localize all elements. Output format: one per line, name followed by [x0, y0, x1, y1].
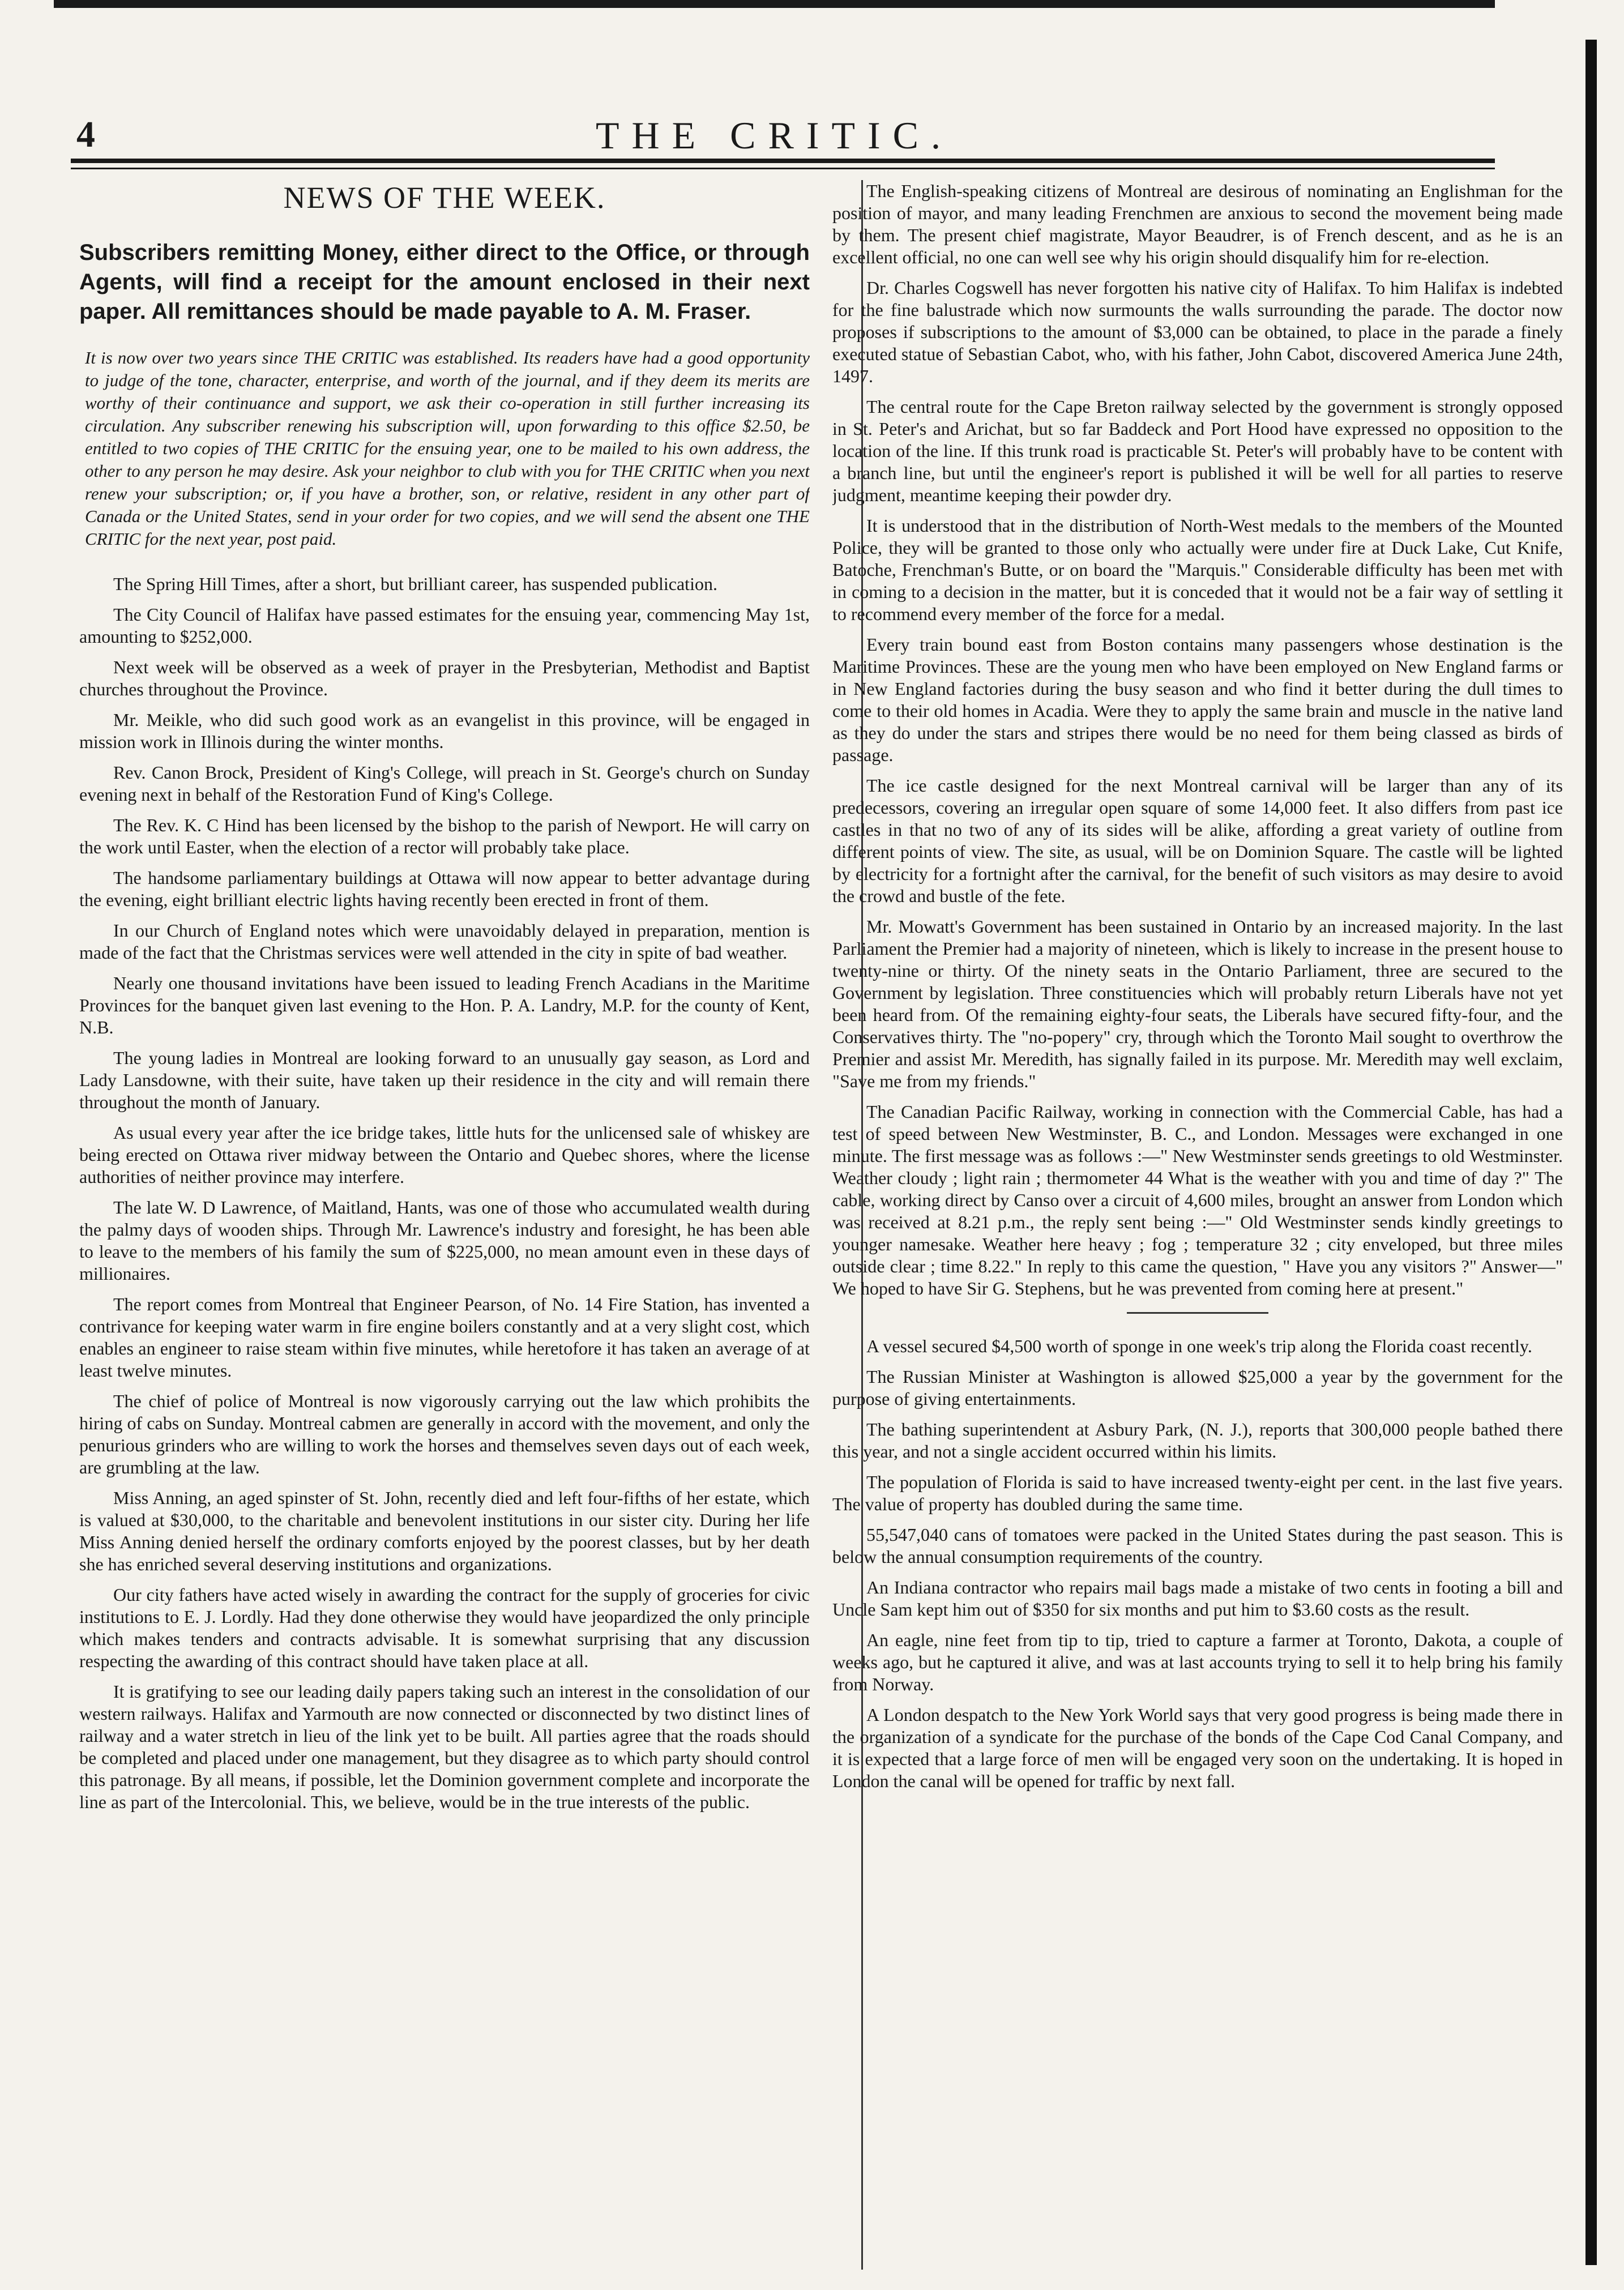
- left-column: [79, 180, 810, 2270]
- news-item: Nearly one thousand invitations have been issued to leading French Acadians in the Maritime Provinces for the banquet given last evening to the Hon. P. A. Landry, M.P. for the county of Kent, N.B.: [79, 973, 810, 1037]
- news-item: An Indiana contractor who repairs mail bags made a mistake of two cents in footing a bill and Uncle Sam kept him out of $350 for six months and put him to $3.60 costs as the result.: [832, 1577, 1563, 1620]
- news-item: Rev. Canon Brock, President of King's College, will preach in St. George's church on Sunday evening next in behalf of the Restoration Fund of King's College.: [79, 762, 810, 805]
- news-item: The Spring Hill Times, after a short, but brilliant career, has suspended publication.: [113, 574, 717, 594]
- news-item: 55,547,040 cans of tomatoes were packed in the United States during the past season. This is below the annual consumption requirements of the country.: [832, 1524, 1563, 1567]
- newspaper-title: THE CRITIC.: [595, 114, 954, 157]
- news-item: The population of Florida is said to have increased twenty-eight per cent. in the last five years. The value of property has doubled during the same time.: [832, 1472, 1563, 1514]
- page-number: 4: [76, 114, 95, 155]
- news-item: Mr. Mowatt's Government has been sustained in Ontario by an increased majority. In the last Parliament the Premier had a majority of nineteen, which is likely to increase in the present house to twenty-nine or thirty. Of the ninety seats in the Ontario Parliament, three are secured to the Government by legislation. Three constituencies which will probably return Liberals have not yet been heard from. Of the remaining eighty-four seats, the Liberals have secured fifty-four, and the Conservatives thirty. The "no-popery" cry, through which the Toronto Mail sought to overthrow the Premier and assist Mr. Meredith, has signally failed in its purpose. Mr. Meredith may well exclaim, "Save me from my friends.": [832, 916, 1563, 1091]
- news-item: The bathing superintendent at Asbury Park, (N. J.), reports that 300,000 people bathed there this year, and not a single accident occurred within his limits.: [832, 1419, 1563, 1462]
- masthead: [54, 113, 1495, 159]
- left-news-list: [79, 573, 810, 1813]
- news-item: Every train bound east from Boston contains many passengers whose destination is the Maritime Provinces. These are the young men who have been employed on New England farms or in New England factories during the busy season and who find it better during the dull times to come to their old homes in Acadia. Were they to apply the same brain and muscle in the native land as they do under the stars and stripes there would be no need for them being classed as birds of passage.: [832, 634, 1563, 765]
- news-item: The young ladies in Montreal are looking forward to an unusually gay season, as Lord and Lady Lansdowne, with their suite, have taken up their residence in the city and will remain there throughout the month of January.: [79, 1048, 810, 1112]
- right-column: [832, 180, 1563, 2270]
- news-item: As usual every year after the ice bridge takes, little huts for the unlicensed sale of whiskey are being erected on Ottawa river midway between the Ontario and Quebec shores, where the license authorities of neither province may interfere.: [79, 1122, 810, 1187]
- news-item: It is gratifying to see our leading daily papers taking such an interest in the consolidation of our western railways. Halifax and Yarmouth are now connected or disconnected by two distinct lines of railway and a water stretch in lieu of the link yet to be built. All parties agree that the roads should be completed and placed under one management, but they disagree as to which party should control this patronage. By all means, if possible, let the Dominion government complete and incorporate the line as part of the Intercolonial. This, we believe, would be in the true interests of the public.: [79, 1681, 810, 1812]
- news-item: Miss Anning, an aged spinster of St. John, recently died and left four-fifths of her estate, which is valued at $30,000, to the charitable and benevolent institutions in our sister city. During her life Miss Anning denied herself the ordinary comforts enjoyed by the poorest classes, but by her death she has enriched several deserving institutions and organizations.: [79, 1488, 810, 1574]
- section-separator: [1127, 1312, 1268, 1314]
- right-news-list: [832, 180, 1563, 1300]
- news-item: The English-speaking citizens of Montreal are desirous of nominating an Englishman for the position of mayor, and many leading Frenchmen are anxious to second the movement being made by them. The present chief magistrate, Mayor Beaudrer, is of French descent, and as he is an excellent official, no one can well see why his origin should disqualify him for re-election.: [832, 181, 1563, 267]
- masthead-rule-thin: [71, 168, 1495, 169]
- section-headline: NEWS OF THE WEEK.: [283, 181, 606, 215]
- news-item: The central route for the Cape Breton railway selected by the government is strongly opposed in St. Peter's and Arichat, but so far Baddeck and Port Hood have expressed no opposition to the location of the line. If this trunk road is practicable St. Peter's will probably have to be content with a branch line, but until the engineer's report is published it will be well for all parties to reserve judgment, meantime keeping their powder dry.: [832, 396, 1563, 505]
- news-item: The ice castle designed for the next Montreal carnival will be larger than any of its predecessors, covering an irregular open square of some 14,000 feet. It also differs from past ice castles in that no two of any of its sides will be alike, affording a great variety of outline from different points of view. The site, as usual, will be on Dominion Square. The castle will be lighted by electricity for a fortnight after the carnival, for the benefit of such visitors as may desire to avoid the crowd and bustle of the fete.: [832, 775, 1563, 906]
- news-item: The Russian Minister at Washington is allowed $25,000 a year by the government for the purpose of giving entertainments.: [832, 1366, 1563, 1409]
- top-rule: [54, 0, 1495, 8]
- right-brief-list: [832, 1335, 1563, 1792]
- page-edge-bar: [1585, 40, 1597, 2265]
- news-item: Next week will be observed as a week of prayer in the Presbyterian, Methodist and Baptist churches throughout the Province.: [79, 657, 810, 699]
- news-item: Mr. Meikle, who did such good work as an evangelist in this province, will be engaged in mission work in Illinois during the winter months.: [79, 710, 810, 752]
- news-item: The report comes from Montreal that Engineer Pearson, of No. 14 Fire Station, has invented a contrivance for keeping water warm in fire engine boilers constantly and at a very slight cost, which enables an engineer to raise steam within five minutes, while heretofore it has taken an average of at least twelve minutes.: [79, 1294, 810, 1381]
- news-item: The late W. D Lawrence, of Maitland, Hants, was one of those who accumulated wealth during the palmy days of wooden ships. Through Mr. Lawrence's industry and foresight, he has been able to leave to the members of his family the sum of $225,000, no mean amount even in these days of millionaires.: [79, 1197, 810, 1284]
- news-item: The handsome parliamentary buildings at Ottawa will now appear to better advantage during the evening, eight brilliant electric lights having recently been erected in front of them.: [79, 868, 810, 910]
- news-item: The City Council of Halifax have passed estimates for the ensuing year, commencing May 1st, amounting to $252,000.: [79, 604, 810, 647]
- news-item: The Rev. K. C Hind has been licensed by the bishop to the parish of Newport. He will carry on the work until Easter, when the election of a rector will probably take place.: [79, 815, 810, 857]
- news-item: It is understood that in the distribution of North-West medals to the members of the Mounted Police, they will be granted to those only who actually were under fire at Duck Lake, Cut Knife, Batoche, Frenchman's Butte, or on board the "Marquis." Considerable difficulty has been met with in coming to a decision in the matter, but it is conceded that it would not be a fair way of settling it to recommend every member of the force for a medal.: [832, 515, 1563, 624]
- news-item: A vessel secured $4,500 worth of sponge in one week's trip along the Florida coast recently.: [866, 1336, 1532, 1356]
- masthead-rule: [71, 159, 1495, 163]
- newspaper-page: [54, 0, 1563, 2290]
- news-item: The Canadian Pacific Railway, working in connection with the Commercial Cable, has had a test of speed between New Westminster, B. C., and London. Messages were exchanged in one minute. The first message was as follows :—" New Westminster sends greetings to old Westminster. Weather cloudy ; light rain ; thermometer 44 What is the weather with you and time of day ?" The cable, working direct by Canso over a circuit of 4,600 miles, brought an answer from London which was received at 8.21 p.m., the reply sent being :—" Old Westminster sends kindly greetings to younger namesake. Weather here heavy ; fog ; temperature 32 ; city enveloped, but three miles outside clear ; time 8.22." In reply to this came the question, " Have you any visitors ?" Answer—" We hoped to have Sir G. Stephens, but he was prevented from coming here at present.": [832, 1101, 1563, 1298]
- subscriber-notice: Subscribers remitting Money, either direct to the Office, or through Agents, will find a receipt for the amount enclosed in their next paper. All remittances should be made payable to A. M. Fraser.: [79, 240, 810, 324]
- news-item: Dr. Charles Cogswell has never forgotten his native city of Halifax. To him Halifax is indebted for the fine balustrade which now surmounts the walls surrounding the parade. The doctor now proposes if subscriptions to the amount of $3,000 can be obtained, to place in the parade a finely executed statue of Sebastian Cabot, who, with his father, John Cabot, discovered America June 24th, 1497.: [832, 277, 1563, 386]
- subscription-appeal: It is now over two years since THE CRITIC was established. Its readers have had a good opportunity to judge of the tone, character, enterprise, and worth of the journal, and if they deem its merits are worthy of their continuance and support, we ask their co-operation in still further increasing its circulation. Any subscriber renewing his subscription will, upon forwarding to this office $2.50, be entitled to two copies of THE CRITIC for the ensuing year, one to be mailed to his own address, the other to any person he may desire. Ask your neighbor to club with you for THE CRITIC when you next renew your subscription; or, if you have a brother, son, or relative, resident in any other part of Canada or the United States, send in your order for two copies, and we will send the absent one THE CRITIC for the next year, post paid.: [85, 348, 810, 549]
- news-item: The chief of police of Montreal is now vigorously carrying out the law which prohibits the hiring of cabs on Sunday. Montreal cabmen are generally in accord with the movement, and only the penurious grinders who are willing to work the horses and themselves seven days out of each week, are grumbling at the law.: [79, 1391, 810, 1477]
- news-item: An eagle, nine feet from tip to tip, tried to capture a farmer at Toronto, Dakota, a couple of weeks ago, but he captured it alive, and was at last accounts trying to sell it to help bring his family from Norway.: [832, 1630, 1563, 1694]
- news-item: In our Church of England notes which were unavoidably delayed in preparation, mention is made of the fact that the Christmas services were well attended in the city in spite of bad weather.: [79, 920, 810, 963]
- news-item: A London despatch to the New York World says that very good progress is being made there in the organization of a syndicate for the purchase of the bonds of the Cape Cod Canal Company, and it is expected that a large force of men will be engaged very soon on the undertaking. It is hoped in London the canal will be opened for traffic by next fall.: [832, 1704, 1563, 1791]
- news-item: Our city fathers have acted wisely in awarding the contract for the supply of groceries for civic institutions to E. J. Lordly. Had they done otherwise they would have jeopardized the only principle which makes tenders and contracts advisable. It is somewhat surprising that any discussion respecting the awarding of this contract should have taken place at all.: [79, 1584, 810, 1671]
